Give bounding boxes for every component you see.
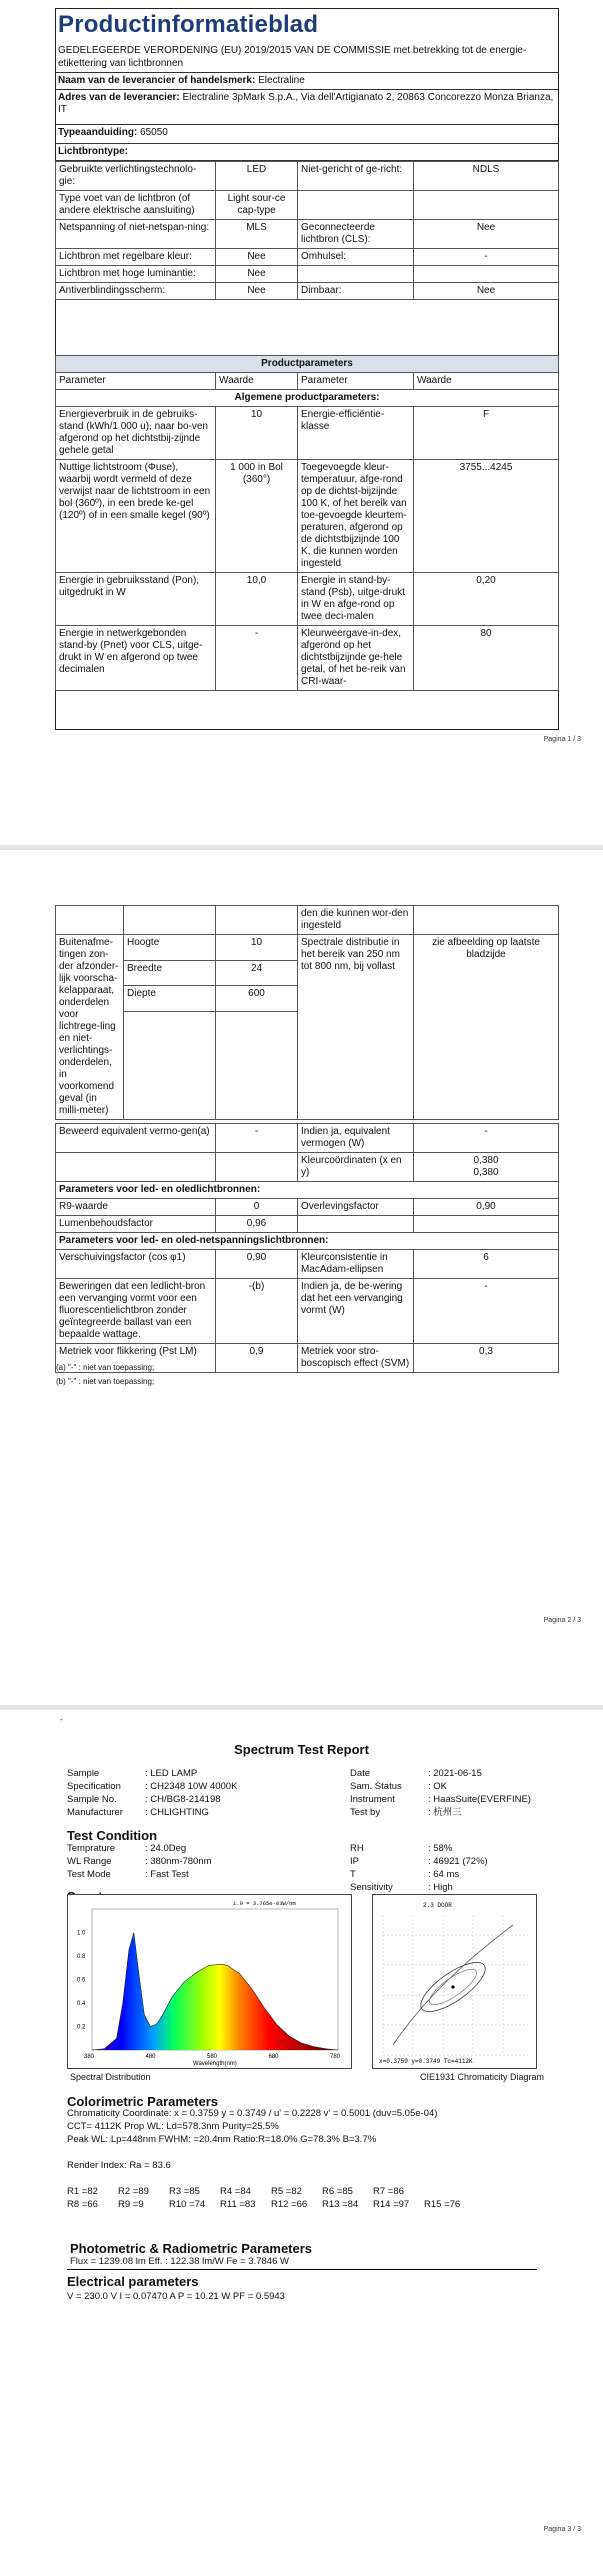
param-label: Metriek voor stro-boscopisch effect (SVM)	[298, 1344, 414, 1373]
x-tick-label: 580	[207, 2054, 218, 2060]
param-value: Light sour-ce cap-type	[216, 191, 298, 220]
footnote-b: (b) "-" : niet van toepassing;	[56, 1377, 155, 1386]
param-label: Type voet van de lichtbron (of andere elektrische aansluiting)	[56, 191, 216, 220]
info-label: T	[350, 1869, 356, 1880]
param-value: LED	[216, 162, 298, 191]
render-index-value: R5 =82	[271, 2186, 302, 2197]
info-row	[67, 1842, 212, 1855]
colorimetric-line: Chromaticity Coordinate: x = 0.3759 y = 0.3749 / u' = 0.2228 v' = 0.5001 (duv=5.05e-04)	[67, 2108, 438, 2119]
param-label	[298, 266, 414, 283]
info-value: : OK	[428, 1781, 448, 1792]
param-value: 10	[216, 407, 298, 460]
render-index-value: R1 =82	[67, 2186, 98, 2197]
info-value: : 46921 (72%)	[428, 1856, 488, 1867]
page-2	[0, 850, 603, 1705]
param-label: Kleurcoördinaten (x en y)	[298, 1153, 414, 1182]
page-number: Pagina 3 / 3	[543, 2526, 581, 2533]
equivalent-table	[55, 1123, 559, 1373]
mains-params-header: Parameters voor led- en oled-netspanningslichtbronnen:	[56, 1233, 559, 1250]
lumen-value: 0,96	[216, 1216, 298, 1233]
info-row	[67, 1868, 212, 1881]
y-tick-label: 0.8	[77, 1954, 86, 1960]
param-value: F	[414, 407, 559, 460]
info-label: Instrument	[350, 1794, 395, 1805]
table-row	[56, 407, 559, 460]
info-value: : LED LAMP	[145, 1768, 198, 1779]
param-value: MLS	[216, 220, 298, 249]
param-label: Dimbaar:	[298, 283, 414, 300]
model-value: 65050	[140, 127, 168, 138]
render-index-value: R8 =66	[67, 2199, 98, 2210]
info-row	[350, 1806, 531, 1819]
colorimetric-line: CCT= 4112K Prop WL: Ld=578.3nm Purity=25.5%	[67, 2121, 279, 2132]
param-value: -	[414, 1279, 559, 1344]
info-value: : 杭州三	[428, 1807, 462, 1818]
render-index-value: R12 =66	[271, 2199, 308, 2210]
col-param: Parameter	[298, 373, 414, 390]
info-row	[350, 1868, 488, 1881]
address-label: Adres van de leverancier:	[58, 92, 180, 103]
info-value: : 24.0Deg	[145, 1843, 187, 1854]
param-value: Nee	[414, 283, 559, 300]
survival-label: Overlevingsfactor	[298, 1199, 414, 1216]
param-label: Energie-efficiëntie-klasse	[298, 407, 414, 460]
table-row	[56, 573, 559, 626]
colorimetric-title: Colorimetric Parameters	[67, 2094, 219, 2109]
param-value: Nee	[414, 220, 559, 249]
param-label: Netspanning of niet-netspan-ning:	[56, 220, 216, 249]
lightsource-type-label: Lichtbrontype:	[58, 146, 128, 157]
info-label: IP	[350, 1856, 359, 1867]
info-label: RH	[350, 1843, 364, 1854]
param-label: Kleurweergave-in-dex, afgerond op het dichtstbijzijnde ge-hele getal, of het be-reik van CRI-waar-	[298, 626, 414, 691]
param-value: 80	[414, 626, 559, 691]
info-value: : CH/BG8-214198	[145, 1794, 221, 1805]
info-row	[350, 1855, 488, 1868]
param-value: NDLS	[414, 162, 559, 191]
electrical-title: Electrical parameters	[67, 2274, 199, 2289]
info-value: : Fast Test	[145, 1869, 189, 1880]
table-row	[56, 191, 559, 220]
param-label: Metriek voor flikkering (Pst LM)	[56, 1344, 216, 1373]
cie-svg	[373, 1895, 536, 2068]
param-value: 0,9	[216, 1344, 298, 1373]
render-index-value: R10 =74	[169, 2199, 206, 2210]
info-label: Date	[350, 1768, 371, 1779]
param-value: 0,3	[414, 1344, 559, 1373]
param-label: Beweringen dat een ledlicht-bron een vervanging vormt voor een fluorescentielichtbron zonder geïntegreerde ballast van een bepaalde wattage.	[56, 1279, 216, 1344]
page-1	[0, 0, 603, 845]
info-value: : High	[428, 1882, 453, 1893]
cie-coords: x=0.3759 y=0.3749 Tc=4112K	[379, 2058, 473, 2065]
test-condition-title: Test Condition	[67, 1828, 158, 1843]
render-index-row	[67, 2185, 475, 2198]
param-label: Indien ja, equivalent vermogen (W)	[298, 1124, 414, 1153]
param-value: 0,90	[216, 1250, 298, 1279]
param-value: 3755...4245	[414, 460, 559, 573]
param-label: Energie in stand-by-stand (Psb), uitge-drukt in W en afge-rond op twee deci-malen	[298, 573, 414, 626]
param-value: Nee	[216, 283, 298, 300]
dim-name: Diepte	[124, 986, 216, 1012]
info-row	[350, 1767, 531, 1780]
spectrum-svg	[68, 1895, 351, 2068]
x-tick-label: 780	[330, 2054, 341, 2060]
info-label: Sample No.	[67, 1794, 117, 1805]
address-row	[55, 89, 559, 123]
supplier-value: Electraline	[258, 75, 305, 86]
param-value: -	[414, 1124, 559, 1153]
info-label: Sample	[67, 1768, 100, 1779]
render-index-value: R3 =85	[169, 2186, 200, 2197]
info-row	[350, 1793, 531, 1806]
colorimetric-line: Peak WL: Lp=448nm FWHM: =20.4nm Ratio:R=18.0% G=78.3% B=3.7%	[67, 2134, 377, 2145]
table-row	[56, 626, 559, 691]
general-params-header: Algemene productparameters:	[56, 390, 559, 407]
info-row	[350, 1842, 488, 1855]
param-label: Energieverbruik in de gebruiks-stand (kWh/1 000 u), naar bo-ven afgerond op het dichtstbij-zijnde gehele getal	[56, 407, 216, 460]
info-label: Specification	[67, 1781, 121, 1792]
x-tick-label: 380	[84, 2054, 95, 2060]
colorimetric-line	[67, 2146, 437, 2159]
electrical-line: V = 230.0 V I = 0.07470 A P = 10.21 W PF = 0.5943	[67, 2291, 285, 2302]
param-label: Indien ja, de be-wering dat het een vervanging vormt (W)	[298, 1279, 414, 1344]
table-row	[56, 1124, 559, 1153]
page-number: Pagina 2 / 3	[543, 1617, 581, 1624]
condition-right	[350, 1842, 488, 1894]
param-value: -(b)	[216, 1279, 298, 1344]
param-value: -	[414, 249, 559, 266]
param-value: 1 000 in Bol (360°)	[216, 460, 298, 573]
info-row	[67, 1793, 237, 1806]
dim-name: Hoogte	[124, 935, 216, 961]
photometric-title: Photometric & Radiometric Parameters	[70, 2241, 313, 2256]
y-tick-label: 0.2	[77, 2024, 86, 2031]
dim-value: 24	[216, 960, 298, 986]
condition-left	[67, 1842, 212, 1881]
info-value: : CHLIGHTING	[145, 1807, 209, 1818]
survival-value: 0,90	[414, 1199, 559, 1216]
info-value: : HaasSuite(EVERFINE)	[428, 1794, 531, 1805]
param-label: Niet-gericht of ge-richt:	[298, 162, 414, 191]
table-row	[56, 283, 559, 300]
param-value	[216, 1153, 298, 1182]
param-value: Nee	[216, 249, 298, 266]
table-row	[56, 1279, 559, 1344]
col-value: Waarde	[216, 373, 298, 390]
x-tick-label: 680	[268, 2054, 279, 2060]
table-row	[56, 460, 559, 573]
y-tick-label: 0.6	[77, 1977, 86, 1984]
product-params-table	[55, 355, 559, 691]
dim-value: 10	[216, 935, 298, 961]
address-value: Electraline 3pMark S.p.A., Via dell'Artigianato 2, 20863 Concorezzo Monza Brianza, IT	[58, 92, 554, 115]
info-value: : 58%	[428, 1843, 453, 1854]
info-row	[67, 1780, 237, 1793]
param-value: Nee	[216, 266, 298, 283]
render-index-value: R6 =85	[322, 2186, 353, 2197]
render-index-value: R13 =84	[322, 2199, 359, 2210]
param-value: -	[216, 626, 298, 691]
param-label	[56, 1153, 216, 1182]
dash-mark: -	[60, 1715, 63, 1724]
render-index-rows	[67, 2185, 475, 2211]
photometric-line: Flux = 1239.08 lm Eff. : 122.38 lm/W Fe = 3.7846 W	[70, 2256, 289, 2267]
table-row	[56, 1250, 559, 1279]
lightsource-table	[55, 161, 559, 300]
param-label: Omhulsel:	[298, 249, 414, 266]
colorimetric-lines	[67, 2107, 437, 2172]
cie-caption: CIE1931 Chromaticity Diagram	[420, 2072, 545, 2082]
param-value: 0,20	[414, 573, 559, 626]
render-index-value: R9 =9	[118, 2199, 144, 2210]
render-index-row	[67, 2198, 475, 2211]
param-label: Gebruikte verlichtingstechnolo-gie:	[56, 162, 216, 191]
info-label: Test Mode	[67, 1869, 111, 1880]
param-label: Energie in netwerkgebonden stand-by (Pnet) voor CLS, uitge-drukt in W en afgerond op twee decimalen	[56, 626, 216, 691]
dimensions-label: Buitenafme-tingen zon-der afzonder-lijk voorscha-kelapparaat, onderdelen voor lichtrege-ling en niet-verlichtings-onderdelen, in voorkomend geval (in milli-meter)	[56, 935, 124, 1120]
render-index-value: R14 =97	[373, 2199, 410, 2210]
spectrum-chart	[67, 1894, 352, 2069]
plot-note: 1.0 = 3.765e-03W/nm	[233, 1900, 296, 1907]
spectral-label: Spectrale distributie in het bereik van 250 nm tot 800 nm, bij vollast	[298, 935, 414, 1120]
test-info	[350, 1767, 531, 1819]
info-row	[67, 1806, 237, 1819]
param-value	[414, 191, 559, 220]
footnote-a: (a) "-" : niet van toepassing;	[56, 1363, 155, 1372]
spectral-caption: Spectral Distribution	[70, 2072, 151, 2082]
y-tick-label: 0.4	[77, 2001, 86, 2007]
lumen-label: Lumenbehoudsfactor	[56, 1216, 216, 1233]
render-index-value: R4 =84	[220, 2186, 251, 2197]
info-value: : 2021-06-15	[428, 1768, 482, 1779]
table-row	[56, 1153, 559, 1182]
info-label: Sam. Status	[350, 1781, 402, 1792]
render-index-value: R7 =86	[373, 2186, 404, 2197]
info-value: : 64 ms	[428, 1869, 460, 1880]
dim-name: Breedte	[124, 960, 216, 986]
dimensions-table	[55, 905, 559, 1120]
info-label: Manufacturer	[67, 1807, 123, 1818]
r9-value: 0	[216, 1199, 298, 1216]
page-title: Productinformatieblad	[58, 11, 319, 38]
param-value: 6	[414, 1250, 559, 1279]
param-label: Kleurconsistentie in MacAdam-ellipsen	[298, 1250, 414, 1279]
led-params-header: Parameters voor led- en oledlichtbronnen:	[56, 1182, 559, 1199]
table-row	[56, 220, 559, 249]
report-title: Spectrum Test Report	[234, 1742, 369, 1757]
param-label: Verschuivingsfactor (cos φ1)	[56, 1250, 216, 1279]
cie-note: 2.3 DOOR	[423, 1902, 452, 1909]
model-label: Typeaanduiding:	[58, 127, 138, 138]
render-index-value: R15 =76	[424, 2199, 461, 2210]
param-label: Nuttige lichtstroom (Φuse), waarbij wordt vermeld of deze verwijst naar de lichtstroom in een bol (360º), in een brede ke-gel (120º) of in een smalle kegel (90º)	[56, 460, 216, 573]
cie-diagram	[372, 1894, 537, 2069]
param-label: Geconnecteerde lichtbron (CLS):	[298, 220, 414, 249]
supplier-label: Naam van de leverancier of handelsmerk:	[58, 75, 256, 86]
param-value: -	[216, 1124, 298, 1153]
param-label: Energie in gebruiksstand (Pon), uitgedrukt in W	[56, 573, 216, 626]
param-label	[298, 191, 414, 220]
info-label: Test by	[350, 1807, 381, 1818]
param-label: Beweerd equivalent vermo-gen(a)	[56, 1124, 216, 1153]
table-row	[56, 162, 559, 191]
info-value: : 380nm-780nm	[145, 1856, 212, 1867]
param-value	[414, 266, 559, 283]
r9-label: R9-waarde	[56, 1199, 216, 1216]
product-params-header: Productparameters	[56, 356, 559, 373]
param-label: Lichtbron met hoge luminantie:	[56, 266, 216, 283]
regulation-subtitle: GEDELEGEERDE VERORDENING (EU) 2019/2015 VAN DE COMMISSIE met betrekking tot de energie-etikettering van lichtbronnen	[58, 45, 527, 69]
sample-info	[67, 1767, 237, 1819]
y-tick-label: 1.0	[77, 1930, 86, 1937]
divider	[67, 2269, 537, 2270]
x-axis-label: Wavelength(nm)	[193, 2061, 237, 2067]
param-label: Antiverblindingsscherm:	[56, 283, 216, 300]
table-row	[56, 249, 559, 266]
table-row	[56, 266, 559, 283]
model-row	[55, 124, 559, 141]
info-value: : CH2348 10W 4000K	[145, 1781, 238, 1792]
spectral-value: zie afbeelding op laatste bladzijde	[414, 935, 559, 1120]
info-row	[350, 1780, 531, 1793]
supplier-row	[55, 72, 559, 89]
info-label: Temprature	[67, 1843, 116, 1854]
lightsource-type-row	[55, 143, 559, 161]
col-value: Waarde	[414, 373, 559, 390]
param-value: 10,0	[216, 573, 298, 626]
render-index-value: R2 =89	[118, 2186, 149, 2197]
info-row	[350, 1881, 488, 1894]
info-label: WL Range	[67, 1856, 112, 1867]
page-number: Pagina 1 / 3	[543, 736, 581, 743]
param-value: 0,380 0,380	[414, 1153, 559, 1182]
continued-cell: den die kunnen wor-den ingesteld	[298, 906, 414, 935]
info-row	[67, 1767, 237, 1780]
x-tick-label: 480	[145, 2054, 156, 2060]
param-label: Toegevoegde kleur-temperatuur, afge-rond op de dichtst-bijzijnde 100 K, of het bereik van toe-gevoegde kleurtem-peraturen, afgerond op de dichtstbijzijnde 100 K, die kunnen worden ingesteld	[298, 460, 414, 573]
col-param: Parameter	[56, 373, 216, 390]
dim-value: 600	[216, 986, 298, 1012]
info-row	[67, 1855, 212, 1868]
param-label: Lichtbron met regelbare kleur:	[56, 249, 216, 266]
colorimetric-line: Render Index: Ra = 83.6	[67, 2160, 171, 2171]
render-index-value: R11 =83	[220, 2199, 256, 2210]
info-label: Sensitivity	[350, 1882, 393, 1893]
